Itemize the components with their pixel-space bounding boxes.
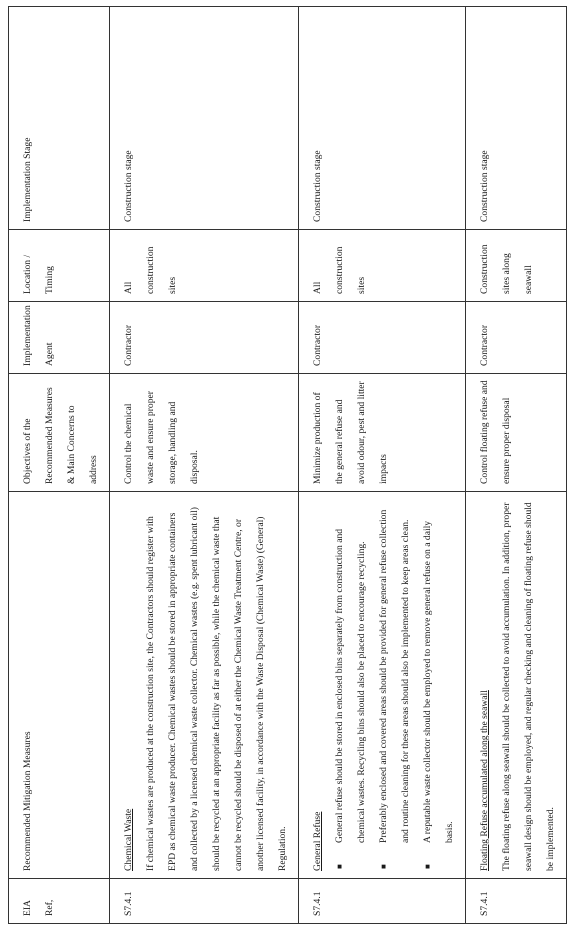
bullet-item: ■ Preferably enclosed and covered areas should be provided for general refuse collection and routine cleaning for these areas should also be implemented to keep areas clean.	[373, 498, 417, 871]
header-implementation-agent: Implementation Agent	[9, 302, 110, 374]
header-eia-ref: EIA Ref,	[9, 879, 110, 924]
cell-agent: Contractor	[110, 302, 299, 374]
header-recommended-measures: Recommended Mitigation Measures	[9, 492, 110, 879]
bullet-list	[329, 498, 461, 871]
cell-agent: Contractor	[299, 302, 466, 374]
cell-objective: Control the chemical waste and ensure proper storage, handling and disposal.	[110, 374, 299, 492]
cell-agent: Contractor	[466, 302, 567, 374]
cell-stage: Construction stage	[466, 7, 567, 230]
cell-eia-ref: S7.4.1	[110, 879, 299, 924]
cell-measures	[299, 492, 466, 879]
table-row	[466, 7, 567, 924]
cell-location: All construction sites	[110, 230, 299, 302]
measure-text: The floating refuse along seawall should be collected to avoid accumulation. In addition, proper seawall design should be employed, and regular checking and cleaning of floating refuse should be implemented.	[501, 502, 556, 871]
cell-objective: Control floating refuse and ensure proper disposal	[466, 374, 567, 492]
cell-measures	[466, 492, 567, 879]
measure-title: Chemical Waste	[123, 808, 134, 871]
header-implementation-stage: Implementation Stage	[9, 7, 110, 230]
cell-objective: Minimize production of the general refuse and avoid odour, pest and litter impacts	[299, 374, 466, 492]
measure-title: Floating Refuse accumulated along the seawall	[479, 690, 490, 871]
mitigation-measures-table	[8, 6, 567, 924]
cell-stage: Construction stage	[110, 7, 299, 230]
header-location-timing: Location / Timing	[9, 230, 110, 302]
bullet-item: ■ General refuse should be stored in enclosed bins separately from construction and chemical wastes. Recycling bins should also be placed to encourage recycling.	[329, 498, 373, 871]
cell-eia-ref: S7.4.1	[299, 879, 466, 924]
measure-title: General Refuse	[312, 811, 323, 871]
header-row	[9, 7, 110, 924]
cell-eia-ref: S7.4.1	[466, 879, 567, 924]
cell-measures	[110, 492, 299, 879]
cell-location: Construction sites along seawall	[466, 230, 567, 302]
bullet-item: ■ A reputable waste collector should be employed to remove general refuse on a daily basis.	[417, 498, 461, 871]
table-row	[110, 7, 299, 924]
measure-text: If chemical wastes are produced at the construction site, the Contractors should register with EPD as chemical waste producer. Chemical wastes should be stored in appropriate containers and collected by a licensed chemical waste collector. Chemical wastes (e.g. spent lubricant oil) should be recycled at an appropriate facility as far as possible, while the chemical waste that cannot be recycled should be disposed of at either the Chemical Waste Treatment Centre, or another licensed facility, in accordance with the Waste Disposal (Chemical Waste) (General) Regulation.	[145, 507, 288, 871]
header-objectives: Objectives of the Recommended Measures & Main Concerns to address	[9, 374, 110, 492]
cell-stage: Construction stage	[299, 7, 466, 230]
cell-location: All construction sites	[299, 230, 466, 302]
table-row	[299, 7, 466, 924]
